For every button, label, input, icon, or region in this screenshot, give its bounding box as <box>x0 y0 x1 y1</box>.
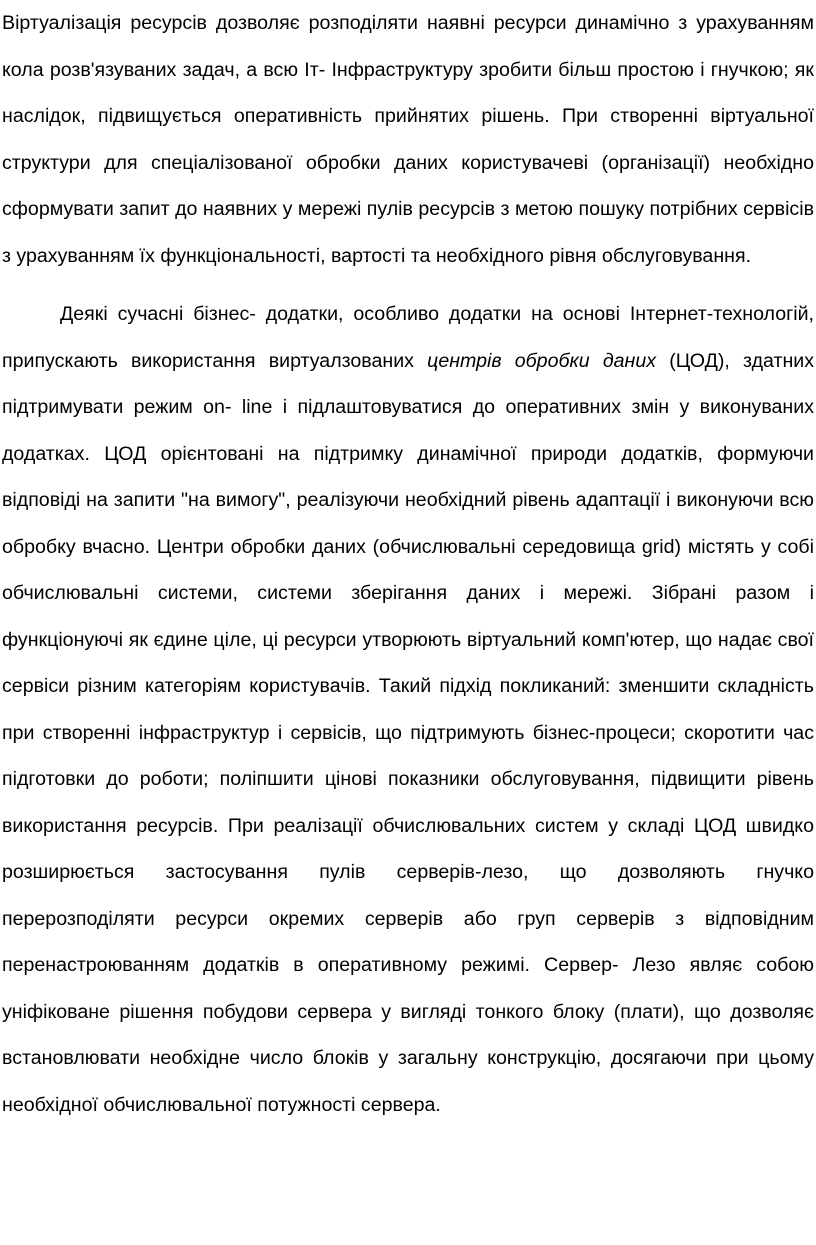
paragraph-1: Віртуалізація ресурсів дозволяє розподіляти наявні ресурси динамічно з урахуванням кола розв'язуваних задач, а всю Іт- Інфраструктуру зробити більш простою і гнучкою; як наслідок, підвищується оперативність прийнятих рішень. При створенні віртуальної структури для спеціалізованої обробки даних користувачеві (організації) необхідно сформувати запит до наявних у мережі пулів ресурсів з метою пошуку потрібних сервісів з урахуванням їх функціональності, вартості та необхідного рівня обслуговування. <box>2 12 814 267</box>
italic-term: центрів обробки даних <box>427 349 657 372</box>
paragraph-2 <box>2 291 814 1128</box>
paragraph-2-part-1: Деякі сучасні бізнес- додатки, особливо додатки на основі Інтернет-технологій, припускають використання виртуалзованих <box>2 303 814 372</box>
document-page <box>2 0 814 1128</box>
paragraph-2-part-2: (ЦОД), здатних підтримувати режим on- line і підлаштовуватися до оперативних змін у виконуваних додатках. ЦОД орієнтовані на підтримку динамічної природи додатків, формуючи відповіді на запити "на вимогу", реалізуючи необхідний рівень адаптації і виконуючи всю обробку вчасно. Центри обробки даних (обчислювальні середовища grid) містять у собі обчислювальні системи, системи зберігання даних і мережі. Зібрані разом і функціонуючі як єдине ціле, ці ресурси утворюють віртуальний комп'ютер, що надає свої сервіси різним категоріям користувачів. Такий підхід покликаний: зменшити складність при створенні інфраструктур і сервісів, що підтримують бізнес-процеси; скоротити час підготовки до роботи; поліпшити цінові показники обслуговування, підвищити рівень використання ресурсів. При реалізації обчислювальних систем у складі ЦОД швидко розширюється застосування пулів серверів-лезо, що дозволяють гнучко перерозподіляти ресурси окремих серверів або груп серверів з відповідним перенастроюванням додатків в оперативному режимі. Сервер- Лезо являє собою уніфіковане рішення побудови сервера у вигляді тонкого блоку (плати), що дозволяє встановлювати необхідне число блоків у загальну конструкцію, досягаючи при цьому необхідної обчислювальної потужності сервера. <box>2 349 815 1116</box>
